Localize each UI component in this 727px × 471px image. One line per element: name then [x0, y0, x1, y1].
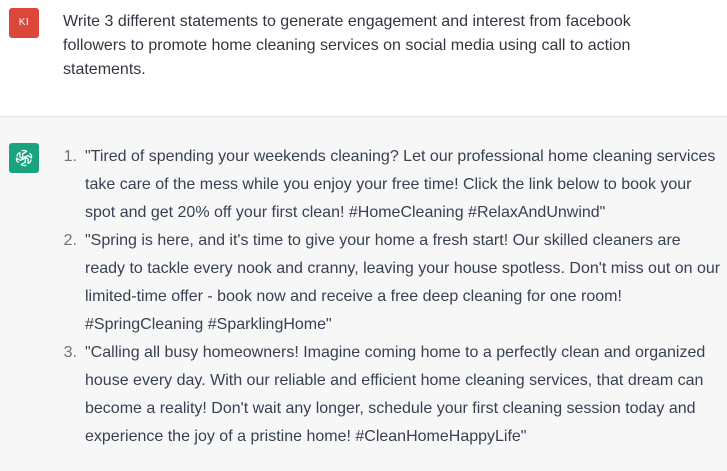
response-list — [63, 143, 723, 451]
list-item-text: "Spring is here, and it's time to give your home a fresh start! Our skilled cleaners are ready to tackle every nook and cranny, leaving your house spotless. Don't miss out on our limited-time offer - book now and receive a free deep cleaning for one room! #SpringCleaning #SparklingHome" — [85, 232, 721, 333]
user-avatar: KI — [9, 8, 39, 38]
list-item-text: "Tired of spending your weekends cleaning? Let our professional home cleaning services take care of the mess while you enjoy your free time! Click the link below to book your spot and get 20% off your first clean! #HomeCleaning #RelaxAndUnwind" — [85, 148, 716, 221]
list-item-number: 3. — [63, 344, 77, 361]
list-item — [63, 227, 723, 339]
user-message-text: Write 3 different statements to generate engagement and interest from facebook followers to promote home cleaning services on social media using call to action statements. — [63, 13, 631, 78]
list-item-number: 2. — [63, 232, 77, 249]
user-message-row — [0, 0, 727, 117]
list-item — [63, 143, 723, 227]
openai-logo-icon — [9, 143, 39, 173]
list-item — [63, 339, 723, 451]
list-item-text: "Calling all busy homeowners! Imagine coming home to a perfectly clean and organized house every day. With our reliable and efficient home cleaning services, that dream can become a reality! Don't wait any longer, schedule your first cleaning session today and experience the joy of a pristine home! #CleanHomeHappyLife" — [85, 344, 706, 445]
list-item-number: 1. — [63, 148, 77, 165]
assistant-message-row — [0, 117, 727, 471]
